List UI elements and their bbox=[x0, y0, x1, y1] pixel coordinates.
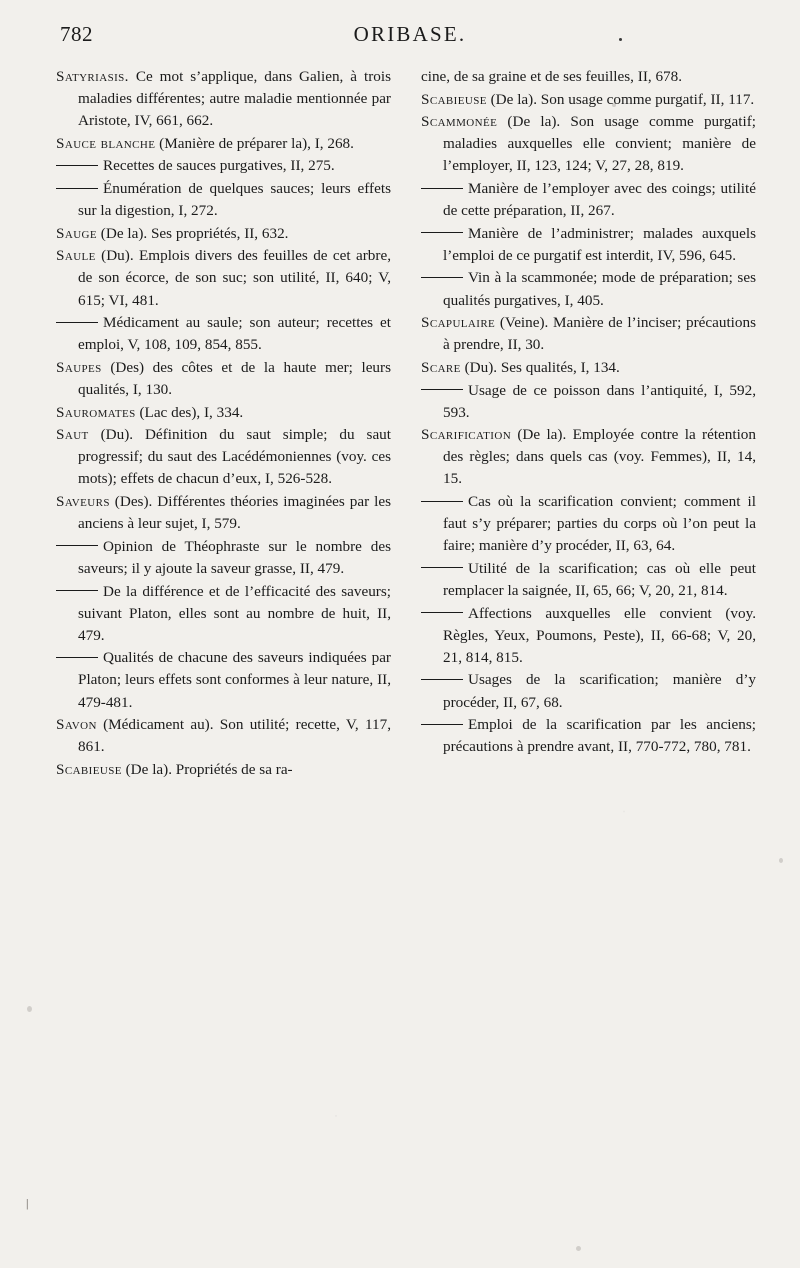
em-dash-rule bbox=[421, 679, 463, 680]
index-headword: Scapulaire bbox=[421, 314, 496, 332]
index-entry bbox=[421, 111, 756, 177]
page-header bbox=[60, 22, 750, 56]
index-subentry bbox=[56, 647, 391, 713]
index-subentry bbox=[56, 536, 391, 580]
em-dash-rule bbox=[421, 567, 463, 568]
index-entry bbox=[56, 133, 391, 155]
em-dash-rule bbox=[421, 724, 463, 725]
index-entry-text: Manière de l’employer avec des coings; utilité de cette préparation, II, 267. bbox=[443, 180, 756, 220]
index-entry bbox=[56, 424, 391, 490]
em-dash-rule bbox=[421, 232, 463, 233]
column-left bbox=[56, 66, 391, 1226]
index-entry-text: (De la). Employée contre la rétention des règles; dans quels cas (voy. Femmes), II, 14, 15. bbox=[443, 426, 756, 488]
index-entry-text: Recettes de sauces purgatives, II, 275. bbox=[103, 157, 335, 175]
index-entry bbox=[421, 312, 756, 356]
index-headword: Scabieuse bbox=[56, 760, 122, 778]
index-headword: Saule bbox=[56, 247, 96, 265]
paper-speckle bbox=[576, 1246, 581, 1251]
em-dash-rule bbox=[56, 165, 98, 166]
index-entry-text: (Des) des côtes et de la haute mer; leurs qualités, I, 130. bbox=[78, 358, 391, 399]
index-entry-text: (Lac des), I, 334. bbox=[135, 403, 244, 421]
index-entry-text: Médicament au saule; son auteur; recettes et emploi, V, 108, 109, 854, 855. bbox=[78, 314, 391, 354]
index-headword: Sauce blanche bbox=[56, 134, 156, 152]
index-entry bbox=[56, 223, 391, 245]
index-subentry bbox=[56, 312, 391, 356]
index-subentry bbox=[421, 380, 756, 424]
index-entry bbox=[421, 424, 756, 490]
index-entry bbox=[421, 89, 756, 111]
index-subentry bbox=[421, 491, 756, 557]
index-subentry bbox=[421, 558, 756, 602]
index-subentry bbox=[421, 603, 756, 669]
index-entry-text: (Du). Définition du saut simple; du saut progressif; du saut des Lacédémoniennes (voy. ces mots); effets de chacun d’eux, I, 526-528. bbox=[78, 426, 391, 488]
index-headword: Saupes bbox=[56, 358, 102, 376]
index-entry bbox=[56, 66, 391, 132]
index-subentry bbox=[421, 178, 756, 222]
index-headword: Scare bbox=[421, 358, 461, 376]
ink-dot bbox=[619, 38, 622, 41]
index-entry-text: Manière de l’administrer; malades auxquels l’emploi de ce purgatif est interdit, IV, 596, 645. bbox=[443, 224, 756, 264]
index-entry bbox=[56, 402, 391, 424]
index-entry-text: Énumération de quelques sauces; leurs effets sur la digestion, I, 272. bbox=[78, 180, 391, 220]
em-dash-rule bbox=[56, 188, 98, 189]
index-headword: Scarification bbox=[421, 426, 512, 444]
index-headword: Saut bbox=[56, 426, 89, 444]
index-entry-text: (Du). Ses qualités, I, 134. bbox=[460, 358, 620, 376]
index-headword: Scammonée bbox=[421, 113, 498, 131]
index-entry-text: (De la). Propriétés de sa ra- bbox=[121, 760, 293, 778]
index-entry-text: Affections auxquelles elle convient (voy. Règles, Yeux, Poumons, Peste), II, 66-68; V, 20, 21, 814, 815. bbox=[443, 604, 756, 666]
em-dash-rule bbox=[56, 322, 98, 323]
index-subentry bbox=[56, 178, 391, 222]
index-subentry bbox=[421, 223, 756, 267]
paper-speckle bbox=[612, 103, 616, 107]
index-entry bbox=[56, 714, 391, 758]
index-entry-text: (Veine). Manière de l’inciser; précautions à prendre, II, 30. bbox=[443, 314, 756, 354]
em-dash-rule bbox=[421, 501, 463, 502]
em-dash-rule bbox=[421, 188, 463, 189]
index-entry bbox=[56, 245, 391, 311]
index-entry-text: Cas où la scarification convient; comment il faut s’y préparer; parties du corps où l’on peut la faire; manière d’y procéder, II, 63, 64. bbox=[443, 493, 756, 555]
index-entry-text: Utilité de la scarification; cas où elle peut remplacer la saignée, II, 65, 66; V, 20, 21, 814. bbox=[443, 559, 756, 600]
em-dash-rule bbox=[56, 657, 98, 658]
paper-speckle bbox=[779, 858, 783, 863]
index-entry-text: Qualités de chacune des saveurs indiquées par Platon; leurs effets sont conformes à leur nature, II, 479-481. bbox=[78, 649, 391, 711]
index-entry-text: (Médicament au). Son utilité; recette, V, 117, 861. bbox=[78, 716, 391, 756]
left-edge-mark: | bbox=[26, 1196, 29, 1210]
index-subentry bbox=[421, 267, 756, 311]
index-headword: Sauromates bbox=[56, 403, 136, 421]
index-entry bbox=[421, 357, 756, 379]
index-entry bbox=[56, 759, 391, 781]
index-entry bbox=[56, 491, 391, 535]
index-entry-text: De la différence et de l’efficacité des saveurs; suivant Platon, elles sont au nombre de huit, II, 479. bbox=[78, 582, 391, 644]
index-entry-text: (Manière de préparer la), I, 268. bbox=[155, 134, 354, 152]
em-dash-rule bbox=[421, 389, 463, 390]
index-entry-text: (Des). Différentes théories imaginées par les anciens à leur sujet, I, 579. bbox=[78, 493, 391, 533]
index-subentry bbox=[56, 155, 391, 177]
index-entry bbox=[56, 357, 391, 401]
index-entry-text: (De la). Son usage comme purgatif, II, 117. bbox=[486, 90, 755, 108]
index-subentry bbox=[421, 714, 756, 758]
running-title: ORIBASE. bbox=[353, 22, 467, 46]
em-dash-rule bbox=[421, 612, 463, 613]
index-subentry bbox=[56, 581, 391, 647]
index-headword: Saveurs bbox=[56, 493, 110, 511]
index-entry-text: Usage de ce poisson dans l’antiquité, I, 592, 593. bbox=[443, 381, 756, 421]
index-entry-text: Vin à la scammonée; mode de préparation; ses qualités purgatives, I, 405. bbox=[443, 269, 756, 309]
index-columns bbox=[56, 66, 756, 1226]
index-headword: Scabieuse bbox=[421, 90, 487, 108]
column-right bbox=[421, 66, 756, 1226]
index-entry-text: (De la). Ses propriétés, II, 632. bbox=[97, 224, 289, 242]
index-entry-text: Emploi de la scarification par les anciens; précautions à prendre avant, II, 770-772, 780, 781. bbox=[443, 716, 756, 756]
em-dash-rule bbox=[421, 277, 463, 278]
em-dash-rule bbox=[56, 590, 98, 591]
paper-speckle bbox=[27, 1006, 32, 1012]
index-headword: Savon bbox=[56, 716, 97, 734]
index-entry bbox=[421, 66, 756, 88]
index-entry-text: Opinion de Théophraste sur le nombre des saveurs; il y ajoute la saveur grasse, II, 479. bbox=[78, 537, 391, 577]
index-subentry bbox=[421, 669, 756, 713]
index-headword: Satyriasis. bbox=[56, 68, 129, 85]
index-entry-text: cine, de sa graine et de ses feuilles, II, 678. bbox=[421, 68, 683, 85]
index-entry-text: (De la). Son usage comme purgatif; maladies auxquelles elle convient; manière de l’employer, II, 123, 124; V, 27, 28, 819. bbox=[443, 113, 756, 175]
em-dash-rule bbox=[56, 545, 98, 546]
index-entry-text: Ce mot s’applique, dans Galien, à trois maladies différentes; autre maladie mentionnée par Aristote, IV, 661, 662. bbox=[78, 68, 391, 130]
page-number: 782 bbox=[60, 22, 93, 46]
index-entry-text: Usages de la scarification; manière d’y procéder, II, 67, 68. bbox=[443, 671, 756, 711]
index-entry-text: (Du). Emplois divers des feuilles de cet arbre, de son écorce, de son suc; son utilité, II, 640; V, 615; VI, 481. bbox=[78, 247, 391, 309]
index-headword: Sauge bbox=[56, 224, 97, 242]
